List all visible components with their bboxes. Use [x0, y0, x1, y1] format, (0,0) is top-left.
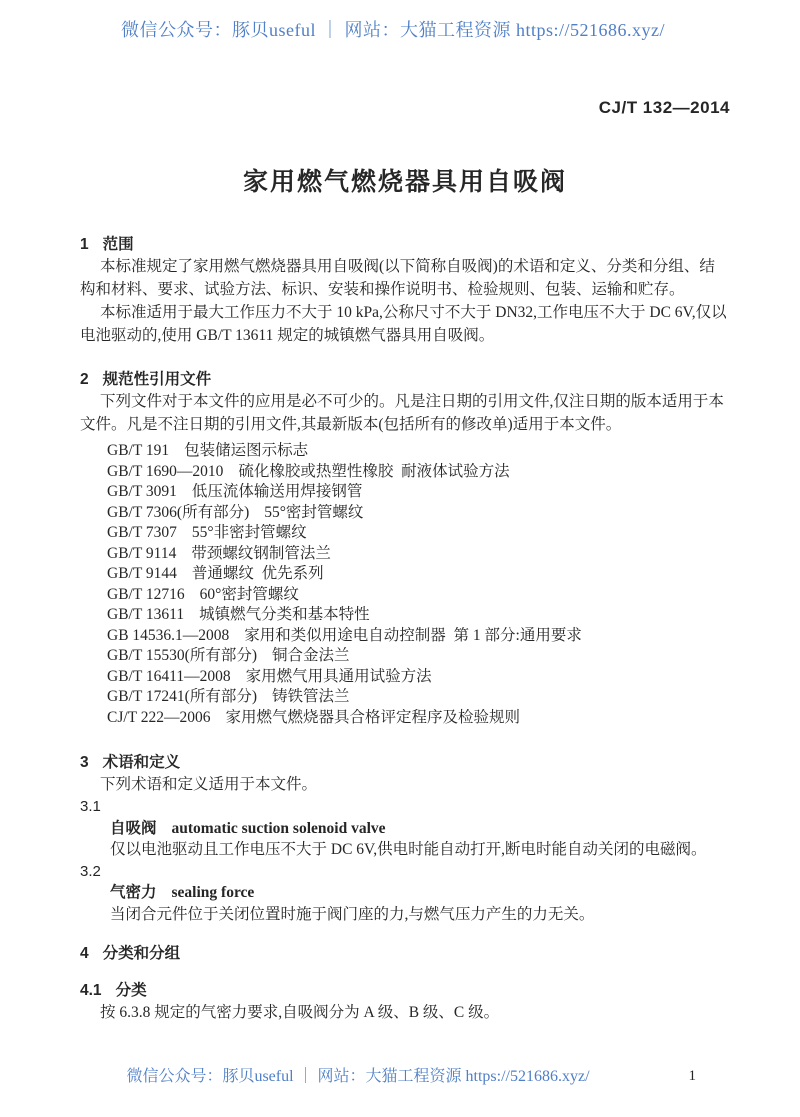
reference-title: 家用燃气用具通用试验方法	[245, 667, 432, 685]
term-name-en: sealing force	[171, 884, 255, 901]
reference-code: GB/T 9144	[107, 565, 177, 582]
reference-item	[107, 687, 730, 708]
reference-item	[107, 646, 730, 667]
reference-title: 包装储运图示标志	[184, 442, 309, 459]
reference-code: GB 14536.1—2008	[107, 626, 230, 644]
term-name-en: automatic suction solenoid valve	[171, 819, 386, 837]
reference-title: 铸铁管法兰	[271, 688, 350, 705]
reference-item	[107, 482, 730, 503]
reference-title: 55°密封管螺纹	[264, 503, 364, 521]
reference-title: 低压流体输送用焊接钢管	[191, 483, 363, 500]
term-definition: 当闭合元件位于关闭位置时施于阀门座的力,与燃气压力产生的力无关。	[110, 905, 595, 923]
reference-code: GB/T 16411—2008	[107, 667, 231, 685]
reference-item	[107, 523, 730, 544]
section-4-1-heading	[80, 980, 730, 1001]
term-name-line	[80, 882, 730, 904]
page-content	[80, 0, 730, 1024]
subsection-label: 分类	[115, 982, 147, 999]
reference-item	[107, 708, 730, 729]
reference-code: GB/T 1690—2010	[107, 462, 224, 480]
section-3-intro: 下列术语和定义适用于本文件。	[100, 776, 318, 793]
reference-title: 家用燃气燃烧器具合格评定程序及检验规则	[225, 708, 521, 726]
reference-code: GB/T 7306(所有部分)	[107, 503, 250, 521]
section-label: 范围	[102, 236, 134, 253]
section-label: 术语和定义	[102, 754, 181, 771]
section-number: 4	[80, 945, 89, 962]
reference-title: 硫化橡胶或热塑性橡胶 耐液体试验方法	[238, 462, 510, 480]
reference-title: 普通螺纹 优先系列	[191, 565, 324, 582]
reference-code: CJ/T 222—2006	[107, 708, 211, 726]
document-title: 家用燃气燃烧器具用自吸阀	[242, 168, 567, 196]
reference-code: GB/T 7307	[107, 524, 177, 541]
reference-title: 60°密封管螺纹	[199, 585, 299, 603]
reference-item	[107, 564, 730, 585]
standard-code: CJ/T 132—2014	[598, 98, 730, 117]
term-number: 3.2	[80, 862, 101, 880]
term-name-zh: 自吸阀	[110, 819, 157, 837]
section-2-heading	[80, 369, 730, 390]
terms-block	[80, 796, 730, 925]
term-definition: 仅以电池驱动且工作电压不大于 DC 6V,供电时能自动打开,断电时能自动关闭的电磁阀。	[110, 841, 707, 858]
section-4-paragraph: 按 6.3.8 规定的气密力要求,自吸阀分为 A 级、B 级、C 级。	[100, 1004, 500, 1021]
term-name-zh: 气密力	[110, 884, 157, 901]
reference-title: 铜合金法兰	[271, 647, 350, 664]
subsection-number: 4.1	[80, 982, 102, 999]
reference-title: 家用和类似用途电自动控制器 第 1 部分:通用要求	[244, 626, 582, 644]
reference-item	[107, 544, 730, 565]
reference-title: 55°非密封管螺纹	[191, 524, 307, 541]
reference-item	[107, 585, 730, 606]
section-4-heading	[80, 943, 730, 964]
section-1-heading	[80, 234, 730, 255]
term-name-line	[80, 818, 730, 840]
section-number: 2	[80, 371, 89, 388]
reference-code: GB/T 13611	[107, 606, 185, 623]
section-2-intro: 下列文件对于本文件的应用是必不可少的。凡是注日期的引用文件,仅注日期的版本适用于本文件。凡是不注日期的引用文件,其最新版本(包括所有的修改单)适用于本文件。	[80, 393, 724, 433]
section-label: 规范性引用文件	[102, 371, 212, 388]
reference-code: GB/T 3091	[107, 483, 177, 500]
section-1-paragraph-1: 本标准规定了家用燃气燃烧器具用自吸阀(以下简称自吸阀)的术语和定义、分类和分组、结构和材料、要求、试验方法、标识、安装和操作说明书、检验规则、包装、运输和贮存。	[80, 258, 715, 298]
page-number: 1	[688, 1068, 696, 1084]
reference-code: GB/T 191	[107, 442, 170, 459]
reference-title: 城镇燃气分类和基本特性	[199, 606, 370, 623]
reference-item	[107, 667, 730, 688]
reference-item	[107, 503, 730, 524]
reference-list	[80, 441, 730, 728]
section-number: 1	[80, 236, 89, 253]
term-number: 3.1	[80, 798, 101, 815]
section-number: 3	[80, 754, 89, 771]
watermark-header: 微信公众号：豚贝useful ｜ 网站：大猫工程资源 https://521686.xyz/	[121, 20, 665, 40]
reference-title: 带颈螺纹钢制管法兰	[191, 544, 331, 562]
reference-code: GB/T 9114	[107, 544, 177, 562]
section-1-paragraph-2: 本标准适用于最大工作压力不大于 10 kPa,公称尺寸不大于 DN32,工作电压不大于 DC 6V,仅以电池驱动的,使用 GB/T 13611 规定的城镇燃气器具用自吸阀。	[80, 304, 727, 344]
reference-code: GB/T 17241(所有部分)	[107, 688, 257, 705]
reference-item	[107, 441, 730, 462]
section-label: 分类和分组	[102, 945, 181, 962]
section-3-heading	[80, 752, 730, 773]
reference-item	[107, 626, 730, 647]
reference-item	[107, 462, 730, 483]
watermark-footer: 微信公众号：豚贝useful ｜ 网站：大猫工程资源 https://521686.xyz/	[126, 1068, 590, 1085]
reference-code: GB/T 12716	[107, 585, 185, 603]
reference-code: GB/T 15530(所有部分)	[107, 647, 257, 664]
reference-item	[107, 605, 730, 626]
